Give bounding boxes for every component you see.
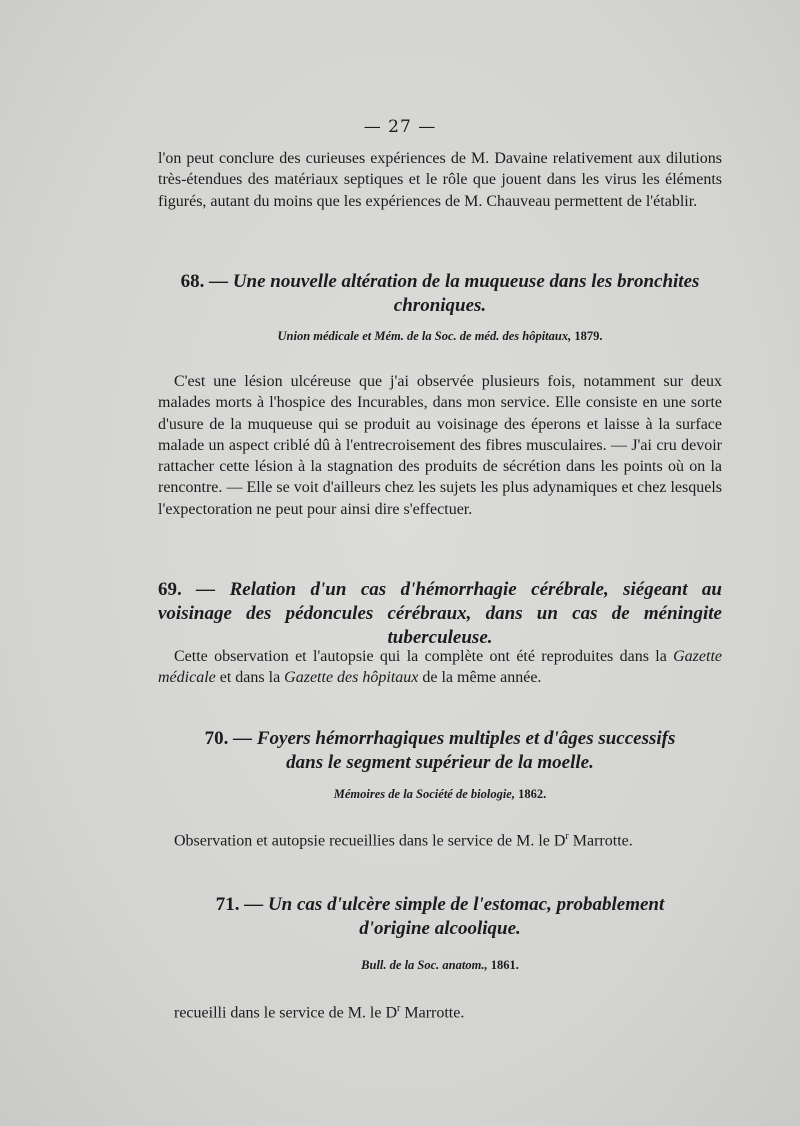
section-71-title: — Un cas d'ulcère simple de l'estomac, probablement d'origine alcoolique. xyxy=(244,894,665,939)
section-69-heading xyxy=(158,578,722,650)
section-71-number: 71. xyxy=(215,894,240,915)
section-69-number: 69. xyxy=(158,579,182,600)
section-68-source xyxy=(158,329,722,344)
section-69-body-post: de la même année. xyxy=(422,669,542,687)
section-70-title: — Foyers hémorrhagiques multiples et d'âges successifs dans le segment supérieur de la moelle. xyxy=(233,728,676,773)
section-71-source xyxy=(158,958,722,973)
section-69-body-pre: Cette observation et l'autopsie qui la complète ont été reproduites dans la xyxy=(174,648,667,665)
section-69-title: — Relation d'un cas d'hémorrhagie cérébrale, siégeant au voisinage des pédoncules cérébraux, dans un cas de méningite tuberculeuse. xyxy=(158,579,722,648)
section-71-body-text xyxy=(158,998,722,1024)
section-70-source xyxy=(158,787,722,802)
intro-text: l'on peut conclure des curieuses expériences de M. Davaine relativement aux dilutions très-étendues des matériaux septiques et le rôle que jouent dans les virus les éléments figurés, autant du moins que les expériences de M. Chauveau permettent de l'établir. xyxy=(158,150,722,210)
section-71-body xyxy=(158,998,722,1024)
section-71-heading xyxy=(158,893,722,941)
section-69-body-text xyxy=(158,646,722,689)
section-71-body-post: Marrotte. xyxy=(404,1004,465,1022)
section-71-source-text: Bull. de la Soc. anatom., xyxy=(361,958,488,972)
section-68-source-text: Union médicale et Mém. de la Soc. de méd. des hôpitaux, xyxy=(277,329,572,343)
section-68-number: 68. xyxy=(180,271,205,292)
section-68-heading xyxy=(158,270,722,318)
section-69-journal-1: Gazette médicale xyxy=(158,648,722,687)
page-number: — 27 — xyxy=(363,117,437,137)
section-71-body-sup: r xyxy=(397,1003,401,1014)
section-70-number: 70. xyxy=(204,728,229,749)
section-71-body-pre: recueilli dans le service de M. le D xyxy=(174,1004,398,1022)
section-71-year: 1861. xyxy=(490,958,519,972)
section-69-body xyxy=(158,646,722,689)
section-68-body xyxy=(158,371,722,520)
section-70-year: 1862. xyxy=(518,787,547,801)
section-68-body-text: C'est une lésion ulcéreuse que j'ai observée plusieurs fois, notamment sur deux malades morts à l'hospice des Incurables, dans mon service. Elle consiste en une sorte d'usure de la muqueuse qui se produit au voisinage des éperons et laisse à la surface malade un aspect criblé dû à l'entrecroisement des fibres musculaires. — J'ai cru devoir rattacher cette lésion à la stagnation des produits de sécrétion dans les points où on la rencontre. — Elle se voit d'ailleurs chez les sujets les plus adynamiques et chez lesquels l'expectoration ne peut pour ainsi dire s'effectuer. xyxy=(158,373,722,518)
section-70-body-pre: Observation et autopsie recueillies dans le service de M. le D xyxy=(174,832,566,850)
section-70-body-sup: r xyxy=(565,831,569,842)
section-70-body-post: Marrotte. xyxy=(572,832,633,850)
section-69-body-mid: et dans la xyxy=(219,669,281,687)
section-68-title: — Une nouvelle altération de la muqueuse dans les bronchites chroniques. xyxy=(209,271,700,316)
section-68-year: 1879. xyxy=(574,329,603,343)
section-70-body xyxy=(158,826,722,852)
section-69-journal-2: Gazette des hôpitaux xyxy=(284,669,419,687)
section-70-source-text: Mémoires de la Société de biologie, xyxy=(333,787,515,801)
intro-paragraph xyxy=(158,148,722,212)
section-70-body-text xyxy=(158,826,722,852)
section-70-heading xyxy=(158,727,722,775)
